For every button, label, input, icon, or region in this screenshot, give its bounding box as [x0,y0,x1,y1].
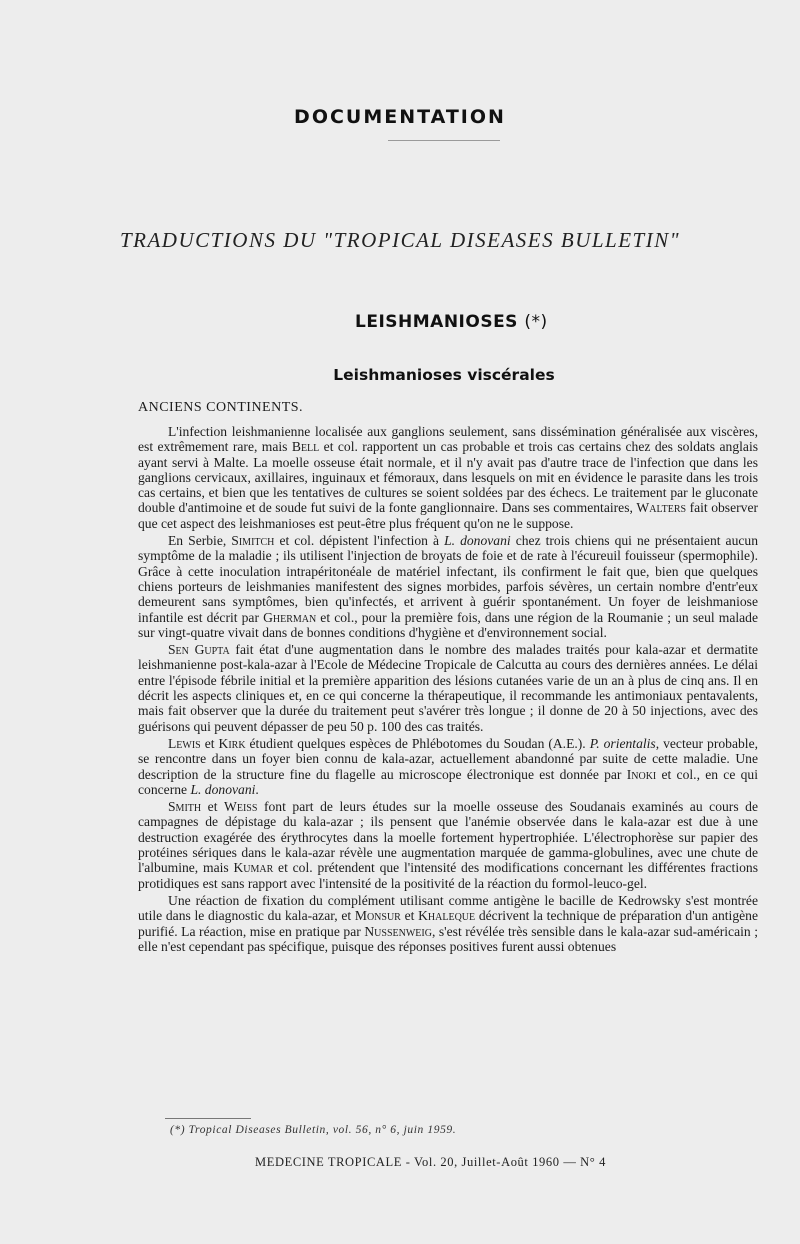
text-run: et col. dépistent l'infection à [274,533,445,549]
article-subtitle: Leishmanioses viscérales [333,366,555,384]
text-run: , vecteur probable, se rencontre dans un foyer bien connu de kala-azar, actuellement abandonné par suite de cette maladie. Une description de la structure fine du flagelle au microscope électronique est donnée par [138,735,759,782]
article-title [355,312,655,332]
author-name: Monsur [354,908,401,924]
footnote-marker: (*) [524,312,548,332]
text-run: fait observer que cet aspect des leishmanioses est peut-être plus fréquent qu'on ne le suppose. [138,500,759,531]
text-run: L'infection leishmanienne localisée aux ganglions seulement, sans dissémination généralisée aux viscères, est extrêmement rare, mais [138,424,758,455]
author-name: Weiss [224,799,258,815]
text-run: décrivent la technique de préparation d'un antigène purifié. La réaction, mise en pratique par [138,908,758,939]
section-heading: DOCUMENTATION [294,106,506,128]
text-run: font part de leurs études sur la moelle osseuse des Soudanais examinés au cours de campagnes de dépistage du kala-azar ; ils pensent que l'anémie observée dans le kala-azar est due à une destruction exagérée des érythrocytes dans la moelle fortement hypertrophiée. L'électrophorèse sur papier des protéines sériques dans le kala-azar révèle une augmentation marquée de gamma-globulines, avec une chute de l'albumine, mais [138,799,758,876]
text-run: En Serbie, [168,533,232,549]
page-footer: MEDECINE TROPICALE - Vol. 20, Juillet-Août 1960 — N° 4 [255,1155,606,1169]
author-name: Smith [168,799,202,815]
article-title-text: LEISHMANIOSES [355,312,518,332]
series-title: TRADUCTIONS DU "TROPICAL DISEASES BULLETIN" [119,228,681,252]
paragraph [138,424,758,531]
italic-term: L. donovani [190,781,256,797]
author-name: Kirk [218,735,246,751]
text-run: Une réaction de fixation du complément utilisant comme antigène le bacille de Kedrowsky s'est montrée utile dans le diagnostic du kala-azar, et [138,892,758,924]
text-run: et [400,908,419,924]
text-run: et col., pour la première fois, dans une région de la Roumanie ; un seul malade sur vingt-quatre vivait dans de bonnes conditions d'hygiène et d'environnement social. [138,609,758,640]
paragraph [138,799,758,891]
text-run: et [201,799,225,815]
author-name: Walters [636,500,687,516]
italic-term: L. donovani [444,533,511,549]
author-name: Nussenweig [364,923,432,939]
text-run: chez trois chiens qui ne présentaient aucun symptôme de la maladie ; ils utilisent l'injection de broyats de foie et de rate à l'écureuil fouisseur (spermophile). Grâce à cette inoculation intrapéritonéale de matériel infectant, ils confirment le fait que, bien que quelques chiens porteurs de leishmanies manifestent des signes morbides, parfois sévères, un certain nombre d'entr'eux demeurent sans symptômes, bien qu'infectés, et arrivent à guérir spontanément. Un foyer de leishmaniose infantile est décrit par [138,533,759,625]
author-name: Simitch [231,533,275,549]
footnote: (*) Tropical Diseases Bulletin, vol. 56, n° 6, juin 1959. [170,1124,457,1136]
paragraph [138,736,758,797]
text-run: étudient quelques espèces de Phlébotomes du Soudan (A.E.). [245,735,590,751]
author-name: Bell [291,439,320,455]
text-run: , s'est révélée très sensible dans le kala-azar sud-américain ; elle n'est cependant pas spécifique, puisque des réponses positives furent aussi obtenues [138,923,758,954]
author-name: Gherman [263,609,317,625]
author-name: Inoki [626,766,657,782]
author-name: Lewis [168,735,201,751]
text-run: . [255,781,259,797]
author-name: Khaleque [418,908,476,924]
paragraph [138,533,758,640]
paragraph [138,893,758,954]
body-text [138,424,758,956]
footnote-rule [165,1118,251,1119]
author-name: Sen Gupta [168,642,230,658]
heading-rule [388,140,500,141]
text-run: et col. rapportent un cas probable et trois cas certains chez des soldats anglais ayant servi à Malte. La moelle osseuse était normale, et il n'y avait pas d'autre trace de l'infection que dans les ganglions cervicaux, axillaires, inguinaux et fémoraux, dans lesquels on mit en évidence le parasite dans les trois cas certains, et bien que les tentatives de cultures se soient soldées par des échecs. Le traitement par le gluconate double d'antimoine et de soude fut suivi de la fonte ganglionnaire. Dans ses commentaires, [138,439,759,516]
region-label: ANCIENS CONTINENTS. [138,400,304,415]
paragraph [138,642,758,734]
text-run: et col. prétendent que l'intensité des modifications concernant les différentes fractions protidiques est sans rapport avec l'intensité de la positivité de la réaction du formol-leuco-gel. [138,860,758,891]
italic-term: P. orientalis [589,735,656,751]
text-run: fait état d'une augmentation dans le nombre des malades traités pour kala-azar et dermatite leishmanienne post-kala-azar à l'Ecole de Médecine Tropicale de Calcutta au cours des dernières années. Le délai entre l'épisode fébrile initial et la première apparition des lésions cutanées varie de un an à plus de cinq ans. Il en décrit les aspects cliniques et, en ce qui concerne la thérapeutique, il recommande les antimoniaux pentavalents, mais fait observer que la durée du traitement peut s'avérer très longue ; il donne de 20 à 50 injections, avec des guérisons qui peuvent dépasser de peu 50 p. 100 des cas traités. [138,642,758,734]
text-run: et col., en ce qui concerne [138,766,758,797]
text-run: et [200,735,219,751]
author-name: Kumar [233,860,274,876]
